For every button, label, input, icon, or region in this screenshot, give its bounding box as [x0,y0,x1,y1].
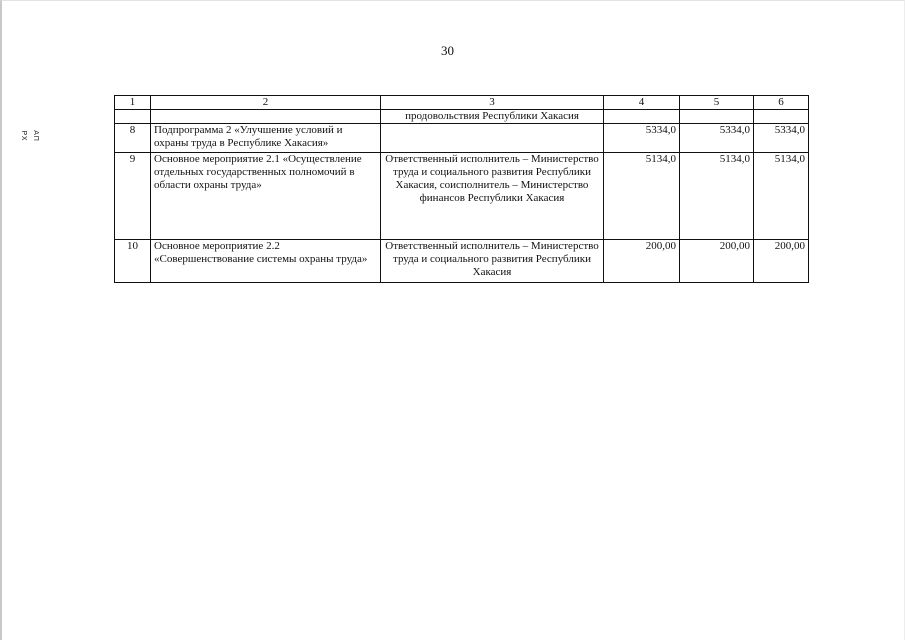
row-name: Подпрограмма 2 «Улучшение условий и охраны труда в Республике Хакасия» [151,124,381,153]
row-name [151,110,381,124]
row-value-col-4 [604,110,680,124]
table-row [115,124,809,153]
row-value-col-5: 5134,0 [680,153,754,240]
table-row [115,110,809,124]
row-value-col-6 [754,110,809,124]
row-value-col-4: 5134,0 [604,153,680,240]
header-col-2: 2 [151,96,381,110]
row-value-col-6: 5334,0 [754,124,809,153]
row-executor: продовольствия Республики Хакасия [381,110,604,124]
row-executor: Ответственный исполнитель – Министерство труда и социального развития Республики Хакасия [381,240,604,283]
row-executor: Ответственный исполнитель – Министерство труда и социального развития Республики Хакасия, соисполнитель – Министерство финансов Республики Хакасия [381,153,604,240]
row-value-col-6: 200,00 [754,240,809,283]
row-value-col-5: 200,00 [680,240,754,283]
row-executor [381,124,604,153]
side-stamp: АП РХ [20,130,39,142]
row-value-col-4: 200,00 [604,240,680,283]
row-value-col-5: 5334,0 [680,124,754,153]
row-number: 10 [115,240,151,283]
row-name: Основное мероприятие 2.2 «Совершенствование системы охраны труда» [151,240,381,283]
header-col-4: 4 [604,96,680,110]
header-col-1: 1 [115,96,151,110]
row-number: 9 [115,153,151,240]
header-col-3: 3 [381,96,604,110]
page-number: 30 [441,43,454,58]
row-number [115,110,151,124]
table-row [115,153,809,240]
header-col-6: 6 [754,96,809,110]
table-row [115,240,809,283]
row-number: 8 [115,124,151,153]
header-col-5: 5 [680,96,754,110]
table-header-row [115,96,809,110]
row-value-col-4: 5334,0 [604,124,680,153]
row-value-col-5 [680,110,754,124]
row-name: Основное мероприятие 2.1 «Осуществление отдельных государственных полномочий в области охраны труда» [151,153,381,240]
row-value-col-6: 5134,0 [754,153,809,240]
budget-table [114,95,809,283]
